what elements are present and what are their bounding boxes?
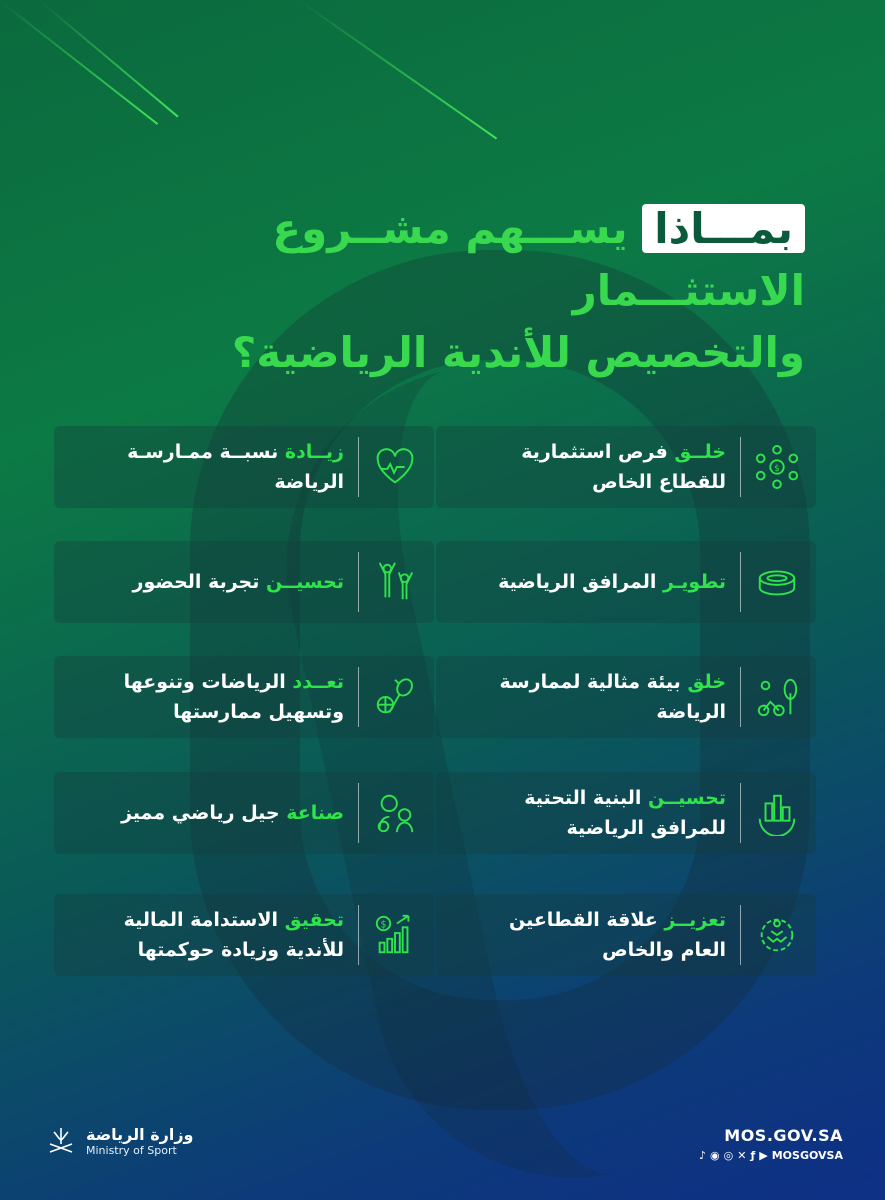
footer-contact [699, 1126, 843, 1162]
card-line1: المرافق الرياضية [498, 571, 663, 593]
card-keyword: زيــادة [284, 441, 344, 463]
stadium-icon [740, 552, 812, 612]
money-growth-icon [358, 905, 430, 965]
card-line1: البنية التحتية [524, 787, 648, 809]
card-line2: العام والخاص [602, 939, 726, 961]
diagonal-line [39, 0, 178, 117]
card-investment [436, 426, 816, 508]
heart-dumbbell-icon [358, 437, 430, 497]
diagonal-line [0, 0, 158, 125]
card-keyword: تحقيق [284, 909, 344, 931]
card-line2: الرياضة [274, 471, 344, 493]
diagonal-line [299, 0, 497, 139]
ministry-logo [44, 1124, 194, 1158]
card-text [124, 905, 358, 965]
card-generation [54, 772, 434, 854]
facebook-icon[interactable]: ƒ [750, 1149, 756, 1162]
card-partnership [436, 894, 816, 976]
title-line2: والتخصيص للأندية الرياضية؟ [231, 328, 805, 377]
card-text [524, 783, 740, 843]
emblem-icon [44, 1124, 78, 1158]
network-coins-icon [740, 437, 812, 497]
x-icon[interactable]: ✕ [737, 1149, 747, 1162]
card-keyword: تحسيــن [647, 787, 726, 809]
card-text [509, 905, 740, 965]
card-line2: للمرافق الرياضية [566, 817, 726, 839]
logo-english: Ministry of Sport [86, 1144, 177, 1157]
card-infrastructure [436, 772, 816, 854]
park-bike-icon [740, 667, 812, 727]
svg-text:$: $ [773, 463, 780, 474]
youtube-icon[interactable]: ▶ [759, 1149, 768, 1162]
card-keyword: تحسيــن [265, 571, 344, 593]
title-highlight: بمـــاذا [642, 204, 805, 253]
card-text [499, 667, 740, 727]
card-line2: الرياضة [656, 701, 726, 723]
card-sports-variety [54, 656, 434, 738]
buildings-gear-icon [740, 783, 812, 843]
handshake-gear-icon [740, 905, 812, 965]
card-text [133, 567, 358, 597]
website-link[interactable]: MOS.GOV.SA [724, 1126, 843, 1145]
card-keyword: تطويـر [662, 571, 726, 593]
card-text [124, 667, 358, 727]
card-text [121, 798, 358, 828]
card-line1: نسبــة ممـارسـة [127, 441, 285, 463]
card-line1: علاقة القطاعين [508, 909, 665, 931]
social-handle: MOSGOVSA [771, 1149, 843, 1162]
logo-arabic: وزارة الرياضة [86, 1125, 194, 1144]
card-line2: وتسهيل ممارستها [173, 701, 344, 723]
card-keyword: صناعة [286, 802, 344, 824]
card-keyword: تعزيــز [664, 909, 726, 931]
sports-equipment-icon [358, 667, 430, 727]
card-line1: الاستدامة المالية [123, 909, 285, 931]
card-environment [436, 656, 816, 738]
card-text [498, 567, 740, 597]
card-line1: تجربة الحضور [132, 571, 266, 593]
card-keyword: تعــدد [292, 671, 344, 693]
svg-text:$: $ [379, 919, 387, 931]
card-attendance [54, 541, 434, 623]
tiktok-icon[interactable]: ♪ [699, 1149, 707, 1162]
instagram-icon[interactable]: ◎ [723, 1149, 734, 1162]
card-line1: الرياضات وتنوعها [123, 671, 293, 693]
card-line2: للقطاع الخاص [592, 471, 726, 493]
cheering-people-icon [358, 552, 430, 612]
kids-ball-icon [358, 783, 430, 843]
social-row [699, 1149, 843, 1162]
title-rest: يســـهم مشــروع الاستثـــمار [272, 204, 805, 315]
page-title [65, 198, 805, 384]
card-line1: جيل رياضي مميز [121, 802, 287, 824]
card-line2: للأندية وزيادة حوكمتها [137, 939, 344, 961]
card-stadium [436, 541, 816, 623]
card-participation [54, 426, 434, 508]
card-line1: فرص استثمارية [521, 441, 675, 463]
card-sustainability [54, 894, 434, 976]
card-line1: بيئة مثالية لممارسة [499, 671, 688, 693]
snapchat-icon[interactable]: ◉ [710, 1149, 720, 1162]
card-text [127, 437, 358, 497]
card-keyword: خلق [687, 671, 726, 693]
card-keyword: خلــق [674, 441, 726, 463]
card-text [521, 437, 740, 497]
